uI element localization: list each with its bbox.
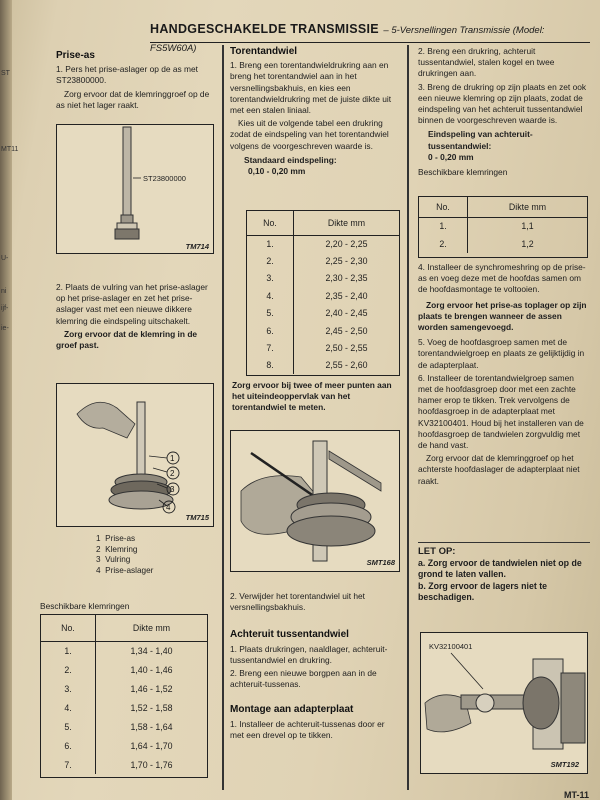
cell: 1,40 - 1,46: [130, 664, 173, 675]
cell: 1,64 - 1,70: [130, 740, 173, 751]
cell: 1,46 - 1,52: [130, 683, 173, 694]
spec-table: [41, 615, 207, 774]
end-label: Eindspeling van achteruit-tussentandwiel:: [428, 129, 533, 151]
column-1-step2: [56, 282, 214, 353]
cell: 4.: [247, 287, 294, 304]
cell: 5.: [247, 305, 294, 322]
warning-block: [418, 546, 590, 604]
cell: 1,1: [521, 221, 534, 232]
col-header: Dikte mm: [327, 217, 366, 228]
cell: 2,40 - 2,45: [325, 308, 368, 319]
assembly-illustration: [57, 384, 213, 526]
cell: 3.: [41, 679, 96, 698]
column-1: [56, 50, 214, 113]
section-heading-montage: Montage aan adapterplaat: [230, 704, 354, 716]
adjacent-page-edge: [0, 0, 19, 800]
std-label: Standaard eindspeling:: [244, 154, 337, 165]
adapter-plate-illustration: [421, 633, 587, 773]
legend-item: 1 Prise-as: [96, 534, 136, 543]
column-2: [230, 46, 400, 179]
figure-smt192: [420, 632, 588, 774]
step-text: 1. Pers het prise-aslager op de as met ST23800000.: [56, 64, 198, 86]
cell: 7.: [247, 339, 294, 356]
step-note: Zorg ervoor dat de klemringgroef op de as niet het lager raakt.: [56, 88, 210, 110]
cell: 2.: [419, 235, 468, 253]
callout-3: 3: [170, 485, 175, 494]
cell: 3.: [247, 270, 294, 287]
edge-label: ni: [1, 288, 7, 295]
section-heading-prise-as: Prise-as: [56, 50, 95, 61]
step-note: Kies uit de volgende tabel een drukring zodat de eindspeling van het torentandwiel volgens de voorgeschreven waarde is.: [230, 118, 389, 151]
step-note: Zorg ervoor het prise-as toplager op zijn plaats te brengen wanneer de assen worden samengevoegd.: [418, 299, 587, 333]
callout-2: 2: [170, 469, 175, 478]
cell: 1,58 - 1,64: [130, 721, 173, 732]
spec-table: [247, 211, 399, 374]
column-3: [418, 46, 590, 180]
step-text: 2. Verwijder het torentandwiel uit het versnellingsbakhuis.: [230, 591, 366, 613]
section-heading-achteruit: Achteruit tussentandwiel: [230, 629, 349, 641]
col-header: No.: [41, 615, 96, 641]
legend-item: 3 Vulring: [96, 555, 131, 564]
step-text: 2. Breng een drukring, achteruit tussentandwiel, stalen kogel en twee drukringen aan.: [418, 46, 555, 79]
cell: 2,50 - 2,55: [325, 343, 368, 354]
cell: 4.: [41, 698, 96, 717]
cell: 2,35 - 2,40: [325, 290, 368, 301]
step-text: 3. Breng de drukring op zijn plaats en zet ook een nieuwe klemring op zijn plaats, zodat de eindspeling van het achteruit tussentandwiel binnen de voorgeschreven waarde is.: [418, 81, 587, 126]
table-title: Beschikbare klemringen: [418, 167, 508, 178]
warning-item: a. Zorg ervoor de tandwielen niet op de grond te laten vallen.: [418, 557, 582, 579]
edge-label: U-: [1, 255, 9, 262]
figure-legend: [96, 534, 206, 576]
figure-code: TM714: [185, 242, 209, 251]
cell: 6.: [41, 736, 96, 755]
cell: 2,45 - 2,50: [325, 325, 368, 336]
col-header: Dikte mm: [508, 201, 547, 212]
cell: 2,20 - 2,25: [325, 238, 368, 249]
step-text: 5. Voeg de hoofdasgroep samen met de torentandwielgroep en plaats ze gelijktijdig in de adapterplaat.: [418, 337, 585, 370]
edge-label: ie-: [1, 325, 9, 332]
cell: 8.: [247, 357, 294, 374]
cell: 1,34 - 1,40: [130, 645, 173, 656]
step-note: Zorg ervoor dat de klemringgroef op het achterste hoofdaslager de adapterplaat niet raakt.: [418, 453, 580, 486]
measure-note: Zorg ervoor bij twee of meer punten aan het uiteindeoppervlak van het torentandwiel te meten.: [232, 380, 392, 413]
cell: 1,2: [521, 239, 534, 249]
cell: 1,52 - 1,58: [130, 702, 173, 713]
figure-code: TM715: [185, 513, 209, 522]
letop-rule: [418, 542, 590, 543]
edge-label: ijf-: [1, 305, 9, 312]
column-divider: [407, 45, 409, 790]
step-text: 1. Installeer de achteruit-tussenas door er met een drevel op te tikken.: [230, 718, 385, 740]
figure-code: SMT168: [366, 558, 395, 567]
tool-label: ST23800000: [143, 174, 186, 183]
drukring-table: [246, 210, 400, 376]
cell: 7.: [41, 755, 96, 774]
klemringen-table-2: [418, 196, 588, 258]
page-number: MT-11: [564, 790, 590, 800]
cell: 2,25 - 2,30: [325, 256, 368, 267]
cell: 1,70 - 1,76: [130, 759, 173, 770]
step-text: 1. Breng een torentandwieldrukring aan en breng het torentandwiel aan in het versnellingsbakhuis, en kies een torentandwieldrukring met de juiste dikte uit met een stalen liniaal.: [230, 60, 392, 116]
warning-item: b. Zorg ervoor de lagers niet te beschadigen.: [418, 580, 548, 602]
edge-label: ST: [1, 70, 10, 77]
col-header: No.: [247, 211, 294, 235]
step-note: Zorg ervoor dat de klemring in de groef past.: [56, 328, 198, 351]
cell: 1.: [41, 641, 96, 660]
cell: 2,30 - 2,35: [325, 273, 368, 284]
step-text: 1. Plaats drukringen, naaldlager, achteruit-tussentandwiel en drukring.: [230, 643, 388, 665]
cell: 1.: [247, 235, 294, 252]
cell: 2.: [41, 660, 96, 679]
column-2-lower: [230, 591, 400, 743]
figure-code: SMT192: [550, 760, 579, 769]
figure-tm715: [56, 383, 214, 527]
tool-label: KV32100401: [429, 642, 473, 651]
col-header: Dikte mm: [132, 622, 171, 633]
legend-item: 2 Klemring: [96, 544, 138, 554]
table-title: Beschikbare klemringen: [40, 601, 130, 611]
std-value: 0,10 - 0,20 mm: [248, 166, 306, 177]
step-text: 6. Installeer de torentandwielgroep samen met de hoofdasgroep door met een zachte hamer erop te tikken. Trek vervolgens de hoofdasgroep in de adapterplaat met KV32100401. Houd bij het installeren van de hoofdasgroep de tandwielen zorgvuldig met de hand vast.: [418, 372, 584, 451]
cell: 6.: [247, 322, 294, 339]
cell: 2.: [247, 252, 294, 269]
cell: 2,55 - 2,60: [325, 360, 368, 371]
callout-1: 1: [170, 454, 175, 463]
spec-table: [419, 197, 587, 253]
cell: 1.: [419, 217, 468, 235]
column-divider: [222, 45, 224, 790]
legend-item: 4 Prise-aslager: [96, 565, 154, 575]
cell: 5.: [41, 717, 96, 736]
klemringen-table-1: [40, 614, 208, 778]
figure-tm714: [56, 124, 214, 254]
callout-4: 4: [166, 503, 171, 512]
end-value: 0 - 0,20 mm: [428, 151, 474, 162]
figure-smt168: [230, 430, 400, 572]
column-3-mid: [418, 262, 590, 489]
section-heading-torentandwiel: Torentandwiel: [230, 46, 298, 57]
header-subtitle: – 5-Versnellingen Transmissie (Model: FS5W60A): [150, 25, 545, 54]
step-text: 2. Plaats de vulring van het prise-aslager op het prise-aslager en zet het prise-aslager vast met een nieuwe dikkere klemring die eindspeling uitschakelt.: [56, 282, 208, 326]
step-text: 2. Breng een nieuwe borgpen aan in de achteruit-tussenas.: [230, 668, 377, 690]
step-text: 4. Installeer de synchromeshring op de prise-as en voeg deze met de hoofdas samen om de hoofdasmontage te voltooien.: [418, 262, 586, 295]
col-header: No.: [419, 197, 468, 217]
warning-title: LET OP:: [418, 546, 456, 557]
gear-measure-illustration: [231, 431, 399, 571]
header-title: HANDGESCHAKELDE TRANSMISSIE: [150, 22, 379, 36]
press-tool-illustration: [57, 125, 213, 253]
edge-label: MT11: [1, 146, 19, 153]
